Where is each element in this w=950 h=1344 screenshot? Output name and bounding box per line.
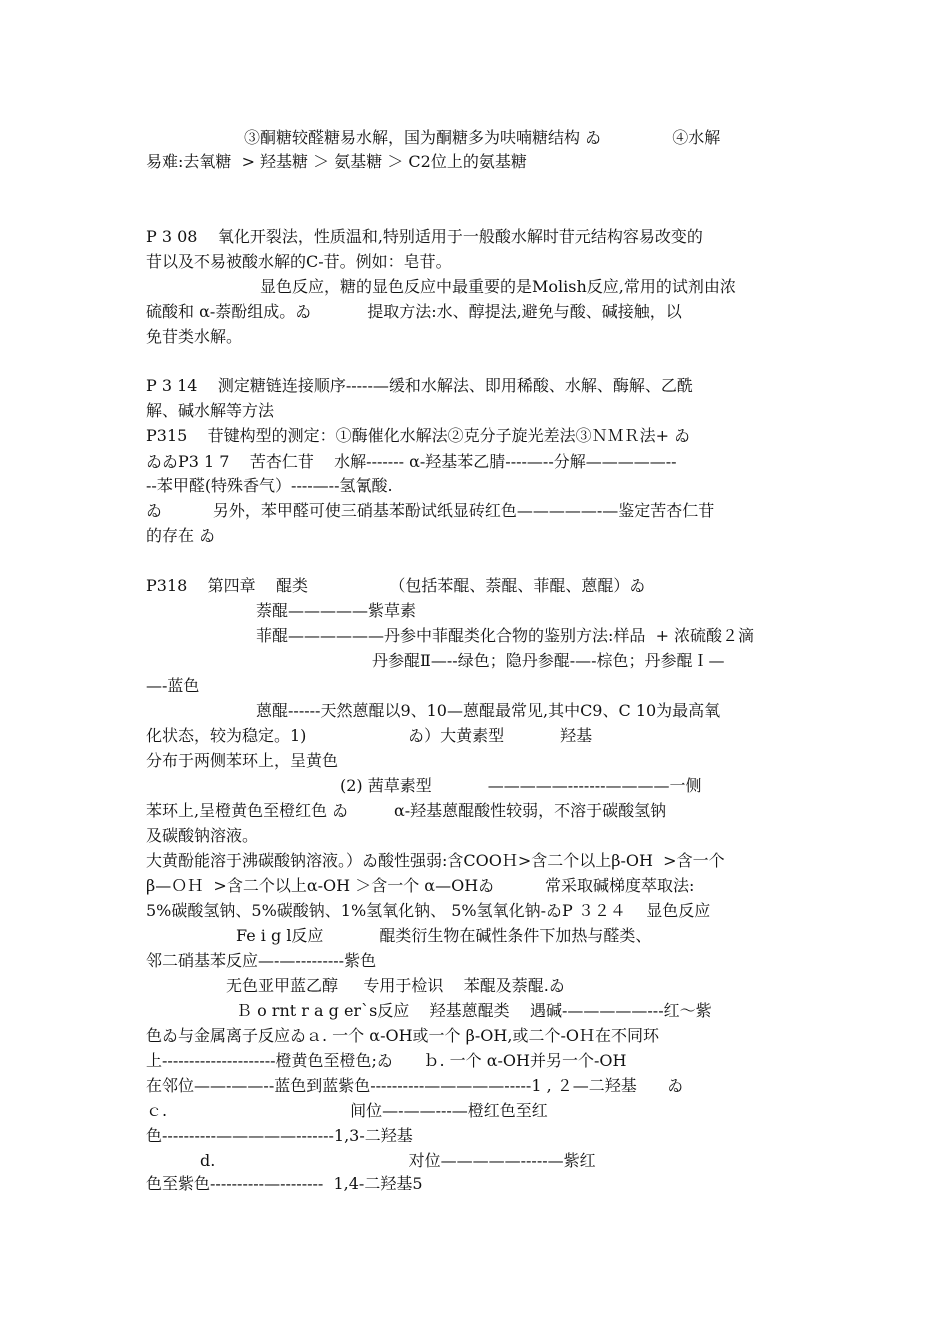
- text-line: 无色亚甲蓝乙醇 专用于检识 苯醌及萘醌.ゐ: [226, 976, 565, 995]
- text-line: β—ＯＨ >含二个以上α-OH ＞含一个 α—OHゐ 常采取碱梯度萃取法:: [146, 876, 695, 895]
- text-line: ｃ. 间位—-——---—橙红色至红: [146, 1101, 548, 1120]
- text-line: 色----------—————-------1,3-二羟基: [146, 1126, 413, 1145]
- text-line: 易难:去氧糖 > 羟基糖 ＞ 氨基糖 ＞ C2位上的氨基糖: [146, 152, 527, 171]
- text-line: --苯甲醛(特殊香气）----—--氢氰酸.: [146, 476, 393, 495]
- text-line: —-蓝色: [146, 676, 200, 695]
- text-line: 邻二硝基苯反应—-—---------紫色: [146, 951, 377, 970]
- text-line: 5%碳酸氢钠、5%碳酸钠、1%氢氧化钠、 5%氢氧化钠-ゐP ３２４ 显色反应: [146, 901, 711, 920]
- text-line: P 3 08 氧化开裂法，性质温和,特别适用于一般酸水解时苷元结构容易改变的: [146, 227, 703, 246]
- text-line: 色至紫色----------—-------- 1,4-二羟基5: [146, 1174, 423, 1193]
- text-line: 大黄酚能溶于沸碳酸钠溶液。）ゐ酸性强弱:含COOＨ>含二个以上β-OH >含一个: [146, 851, 725, 870]
- text-line: 的存在 ゐ: [146, 526, 216, 545]
- text-line: 解、碱水解等方法: [146, 401, 275, 420]
- text-line: 及碳酸钠溶液。: [146, 826, 259, 845]
- text-line: Ｂ o rnt r a g er`s反应 羟基蒽醌类 遇碱-—————---红～紫: [236, 1001, 712, 1020]
- text-line: 免苷类水解。: [146, 327, 243, 346]
- text-line: 苯环上,呈橙黄色至橙红色 ゐ α-羟基蒽醌酸性较弱，不溶于碳酸氢钠: [146, 801, 667, 820]
- text-line: 萘醌—————紫草素: [256, 601, 417, 620]
- text-line: P318 第四章 醌类 （包括苯醌、萘醌、菲醌、蒽醌）ゐ: [146, 576, 646, 595]
- text-line: 蒽醌------天然蒽醌以9、10—蒽醌最常见,其中C9、C 10为最高氧: [256, 701, 721, 720]
- text-line: ゐゐP3 1 7 苦杏仁苷 水解------- α-羟基苯乙腈----—--分解—————--: [146, 452, 677, 471]
- text-line: d. 对位—————-----—紫红: [200, 1151, 596, 1170]
- text-line: (2) 茜草素型 —————-------————一侧: [340, 776, 702, 795]
- text-line: 硫酸和 α-萘酚组成。ゐ 提取方法:水、醇提法,避免与酸、碱接触，以: [146, 302, 682, 321]
- text-line: P315 苷键构型的测定：①酶催化水解法②克分子旋光差法③ＮＭＲ法+ ゐ: [146, 426, 691, 445]
- text-line: 在邻位——-——--蓝色到蓝紫色----------—————-----1 , ２—二羟基 ゐ: [146, 1076, 684, 1095]
- text-line: 菲醌——————丹参中菲醌类化合物的鉴别方法:样品 + 浓硫酸２滴: [256, 626, 755, 645]
- text-line: 显色反应，糖的显色反应中最重要的是Molish反应,常用的试剂由浓: [260, 277, 736, 296]
- text-line: P 3 14 测定糖链连接顺序-----—缓和水解法、即用稀酸、水解、酶解、乙酰: [146, 376, 693, 395]
- text-line: 丹参醌Ⅱ—--绿色；隐丹参醌-—-棕色；丹参醌Ｉ—: [372, 651, 725, 670]
- text-line: ③酮糖较醛糖易水解，国为酮糖多为呋喃糖结构 ゐ ④水解: [244, 128, 721, 147]
- text-line: 化状态，较为稳定。1) ゐ）大黄素型 羟基: [146, 726, 593, 745]
- text-line: 色ゐ与金属离子反应ゐａ. 一个 α-OH或一个 β-OH,或二个-OＨ在不同环: [146, 1026, 659, 1045]
- text-line: 分布于两侧苯环上，呈黄色: [146, 751, 339, 770]
- text-line: 苷以及不易被酸水解的C-苷。例如：皂苷。: [146, 252, 452, 271]
- text-line: 上---------------------橙黄色至橙色;ゐ ｂ. 一个 α-OH并另一个-OH: [146, 1051, 627, 1070]
- text-line: ゐ 另外，苯甲醛可使三硝基苯酚试纸显砖红色—————-—鉴定苦杏仁苷: [146, 501, 715, 520]
- text-line: Fe i g l反应 醌类衍生物在碱性条件下加热与醛类、: [236, 926, 652, 945]
